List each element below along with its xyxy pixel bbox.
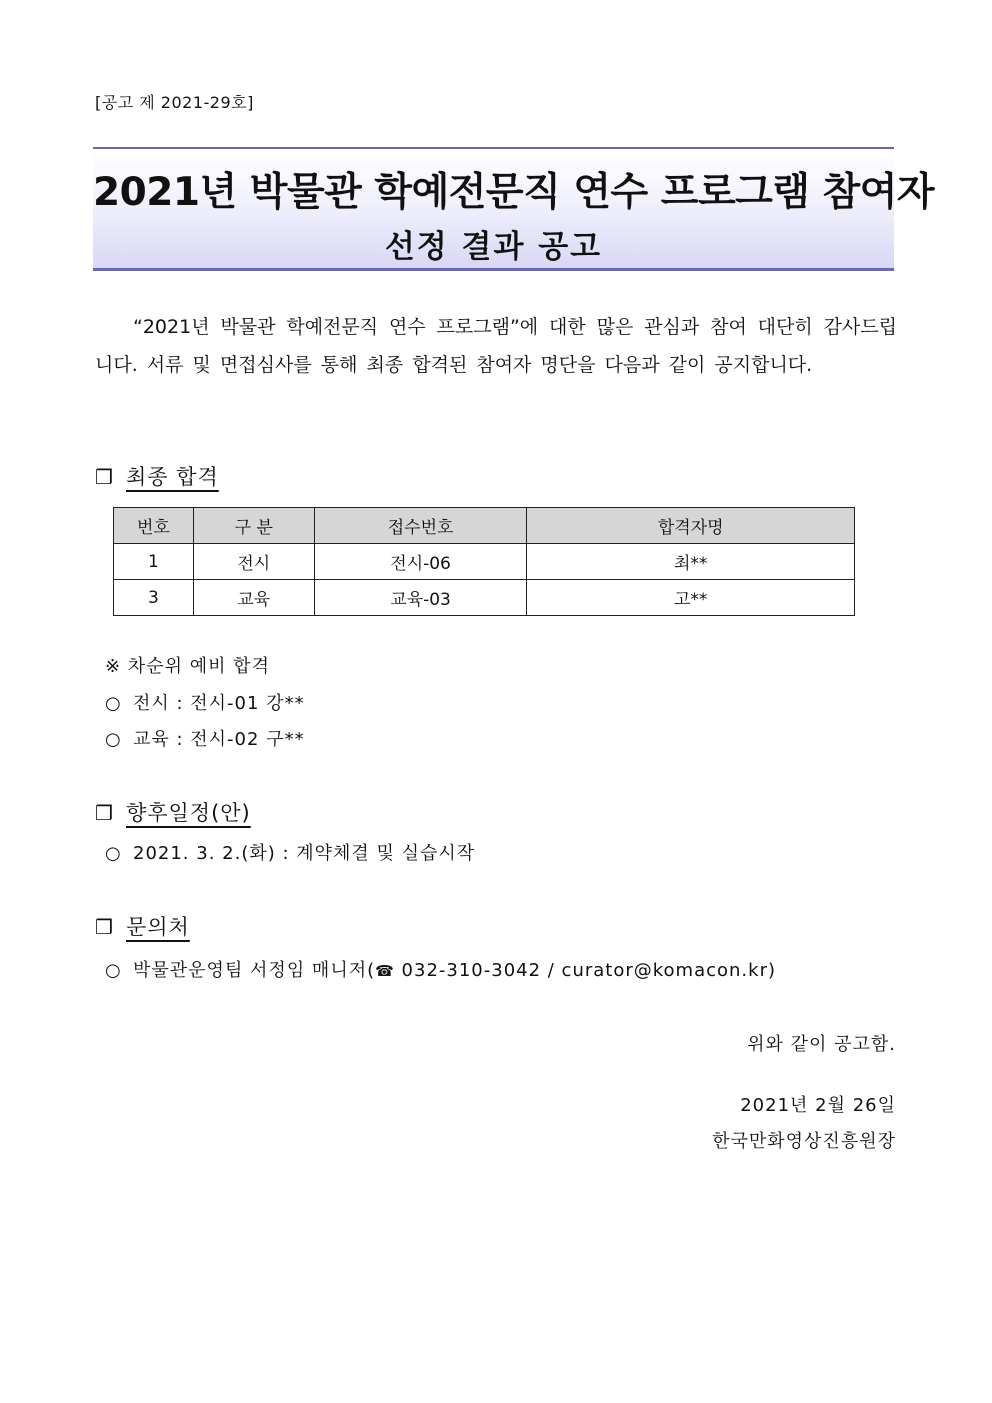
table-cell: 교육-03 [314, 580, 527, 616]
section-final-title: 최종 합격 [125, 465, 219, 489]
checkbox-icon: ❒ [95, 915, 114, 939]
table-cell: 3 [114, 580, 194, 616]
section-final-heading [95, 461, 219, 491]
table-cell: 최** [527, 544, 855, 580]
table-header: 번호 [114, 508, 194, 544]
table-cell: 전시 [193, 544, 314, 580]
reserve-item-text: 전시 : 전시-01 강** [133, 693, 305, 714]
result-table [113, 507, 855, 616]
checkbox-icon: ❒ [95, 465, 114, 489]
checkbox-icon: ❒ [95, 801, 114, 825]
reserve-note: ※ 차순위 예비 합격 [105, 656, 270, 677]
bullet-circle-icon: ○ [105, 729, 122, 750]
title-line-2: 선정 결과 공고 [384, 229, 603, 265]
title-line-1: 2021년 박물관 학예전문직 연수 프로그램 참여자 [93, 170, 935, 215]
contact-suffix: 032-310-3042 / curator@komacon.kr) [394, 960, 777, 981]
closing-issuer: 한국만화영상진흥원장 [712, 1131, 896, 1152]
intro-paragraph: “2021년 박물관 학예전문직 연수 프로그램”에 대한 많은 관심과 참여 대단히 감사드립니다. 서류 및 면접심사를 통해 최종 합격된 참여자 명단을 다음과 같이 공지합니다. [95, 316, 897, 376]
section-contact-heading [95, 911, 190, 941]
table-header-row [114, 508, 855, 544]
table-row [114, 544, 855, 580]
bullet-circle-icon: ○ [105, 843, 122, 864]
table-header: 합격자명 [527, 508, 855, 544]
contact-prefix: 박물관운영팀 서정임 매니저( [133, 960, 376, 981]
table-cell: 1 [114, 544, 194, 580]
phone-icon: ☎ [375, 962, 395, 980]
contact-item [105, 956, 776, 982]
section-schedule-heading [95, 797, 251, 827]
table-header: 구 분 [193, 508, 314, 544]
section-schedule-title: 향후일정(안) [125, 801, 251, 825]
table-header: 접수번호 [314, 508, 527, 544]
schedule-item [105, 839, 475, 865]
table-cell: 전시-06 [314, 544, 527, 580]
reserve-item [105, 689, 305, 715]
table-row [114, 580, 855, 616]
reserve-item [105, 725, 305, 751]
schedule-item-text: 2021. 3. 2.(화) : 계약체결 및 실습시작 [133, 843, 476, 864]
title-banner [93, 147, 935, 271]
bullet-circle-icon: ○ [105, 693, 122, 714]
section-contact-title: 문의처 [125, 915, 190, 939]
notice-number: [공고 제 2021-29호] [95, 93, 254, 112]
closing-statement: 위와 같이 공고함. [747, 1034, 896, 1055]
reserve-item-text: 교육 : 전시-02 구** [133, 729, 305, 750]
bullet-circle-icon: ○ [105, 960, 122, 981]
table-cell: 고** [527, 580, 855, 616]
table-cell: 교육 [193, 580, 314, 616]
closing-date: 2021년 2월 26일 [740, 1095, 896, 1116]
